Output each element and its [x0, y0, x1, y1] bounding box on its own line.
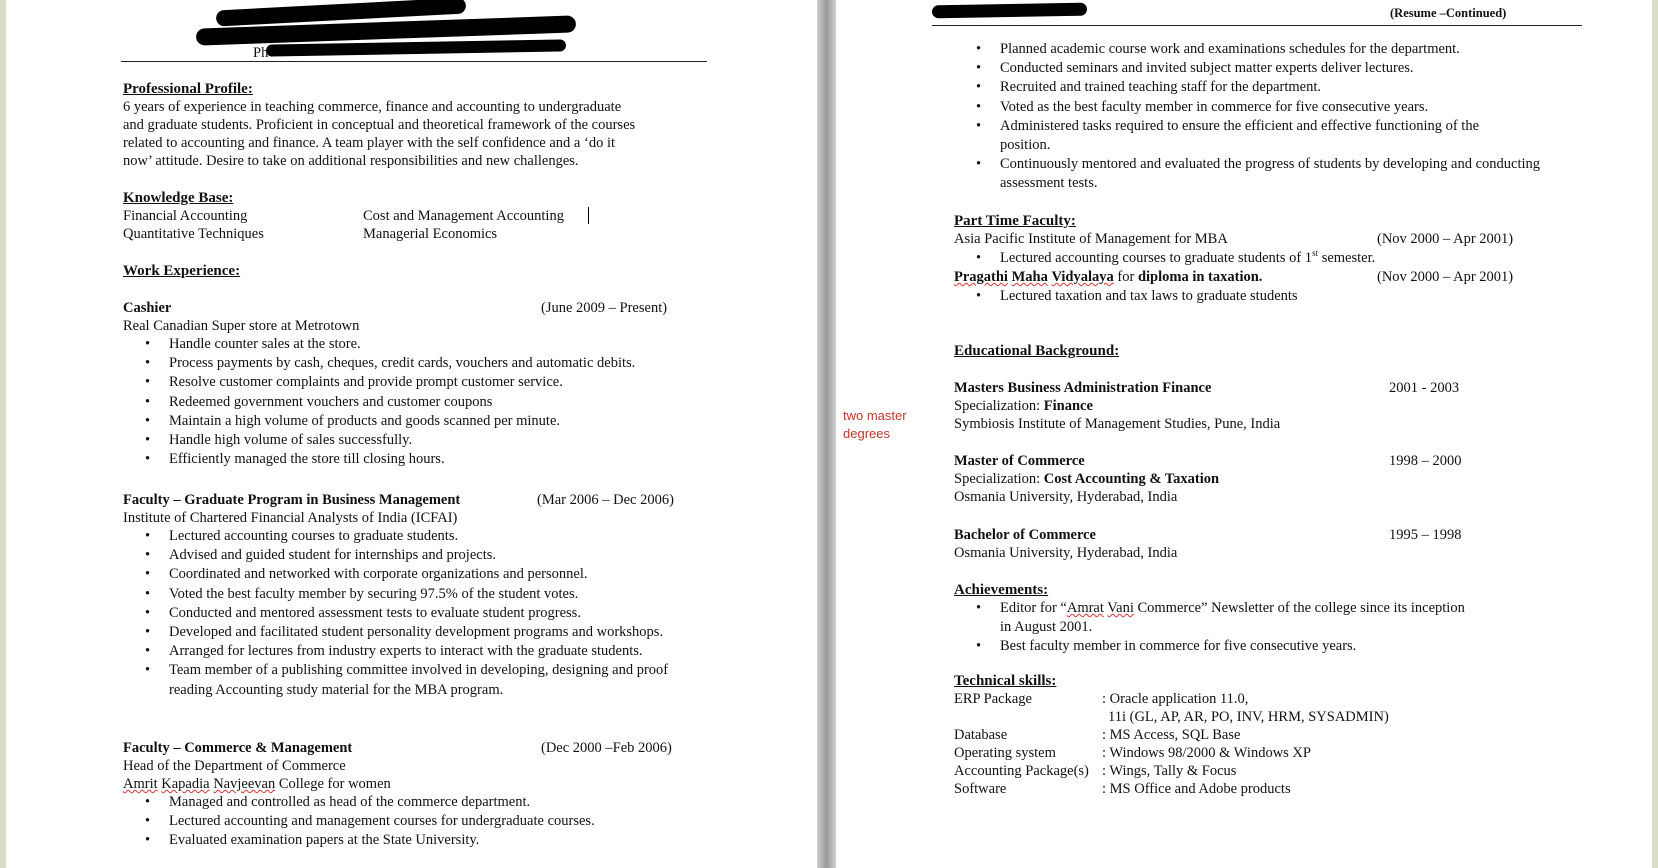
job-org: Institute of Chartered Financial Analysts of India (ICFAI) [123, 510, 458, 526]
degree-years: 2001 - 2003 [1389, 380, 1460, 396]
skill-value: : MS Access, SQL Base [1102, 727, 1241, 743]
job-org: Head of the Department of Commerce [123, 758, 346, 774]
list-item: • Redeemed government vouchers and customer coupons [123, 393, 703, 412]
skill-label: ERP Package [954, 691, 1032, 707]
knowledge-heading: Knowledge Base: [123, 190, 234, 206]
degree-specialization: Specialization: Cost Accounting & Taxation [954, 471, 1220, 487]
list-item: • Voted as the best faculty member in commerce for five consecutive years. [954, 98, 1554, 117]
job-dates: (Dec 2000 –Feb 2006) [541, 740, 672, 756]
degree-specialization: Specialization: Finance [954, 398, 1093, 414]
list-item: • Evaluated examination papers at the State University. [123, 831, 703, 850]
list-item: • Team member of a publishing committee involved in developing, designing and proof reading Accounting study material for the MBA program. [123, 661, 689, 699]
list-item: • Lectured accounting courses to graduate students of 1st semester. [954, 249, 1554, 268]
org-word: Amrit [123, 776, 158, 792]
part-time-job-dates: (Nov 2000 – Apr 2001) [1377, 269, 1514, 285]
org-word: Navjeevan [213, 776, 276, 792]
list-item: • Coordinated and networked with corporate organizations and personnel. [123, 565, 703, 584]
list-item: • Handle high volume of sales successfully. [123, 431, 703, 450]
list-item: • Arranged for lectures from industry experts to interact with the graduate students. [123, 642, 703, 661]
degree-school: Osmania University, Hyderabad, India [954, 545, 1178, 561]
education-heading: Educational Background: [954, 343, 1120, 359]
list-item: • Advised and guided student for internships and projects. [123, 546, 703, 565]
knowledge-item: Managerial Economics [363, 226, 498, 242]
job-dates: (Mar 2006 – Dec 2006) [537, 492, 674, 508]
degree-name: Masters Business Administration Finance [954, 380, 1212, 396]
list-item: • Planned academic course work and examinations schedules for the department. [954, 40, 1554, 59]
job-title: Faculty – Graduate Program in Business Management [123, 492, 461, 508]
job-org-college [123, 775, 391, 793]
knowledge-item: Financial Accounting [123, 208, 248, 224]
header-rule [932, 25, 1582, 26]
list-item: • Maintain a high volume of products and goods scanned per minute. [123, 412, 703, 431]
degree-years: 1998 – 2000 [1389, 453, 1462, 469]
technical-heading: Technical skills: [954, 673, 1057, 689]
skill-value: : Wings, Tally & Focus [1102, 763, 1237, 779]
margin-annotation: two master degrees [843, 408, 907, 441]
continued-bullets [954, 40, 1554, 194]
header-phone-label: Ph [253, 45, 269, 61]
list-item: • Lectured accounting courses to graduate students. [123, 527, 703, 546]
job-title: Cashier [123, 300, 172, 316]
redacted-contact [266, 39, 566, 56]
list-item: • Developed and facilitated student personality development programs and workshops. [123, 623, 669, 642]
part-time-job-title: Pragathi Maha Vidyalaya for diploma in taxation. [954, 269, 1263, 285]
skill-value: : MS Office and Adobe products [1102, 781, 1291, 797]
part-time-job-title: Asia Pacific Institute of Management for MBA [954, 231, 1228, 247]
list-item: • Handle counter sales at the store. [123, 335, 703, 354]
part-time-bullets [954, 287, 1554, 306]
redacted-name [932, 3, 1087, 19]
degree-years: 1995 – 1998 [1389, 527, 1462, 543]
degree-name: Master of Commerce [954, 453, 1085, 469]
job-org: Real Canadian Super store at Metrotown [123, 318, 360, 334]
knowledge-item: Quantitative Techniques [123, 226, 264, 242]
job-bullets [123, 793, 703, 851]
part-time-bullets [954, 249, 1554, 268]
job-dates: (June 2009 – Present) [541, 300, 668, 316]
list-item: • Lectured taxation and tax laws to graduate students [954, 287, 1554, 306]
skill-label: Accounting Package(s) [954, 763, 1089, 779]
list-item: • Conducted and mentored assessment tests to evaluate student progress. [123, 604, 703, 623]
profile-line: and graduate students. Proficient in conceptual and theoretical framework of the courses [123, 117, 636, 133]
skill-label: Database [954, 727, 1008, 743]
list-item: • Lectured accounting and management courses for undergraduate courses. [123, 812, 703, 831]
part-time-heading: Part Time Faculty: [954, 213, 1076, 229]
list-item: • Continuously mentored and evaluated the progress of students by developing and conducting assessment tests. [954, 155, 1540, 193]
list-item: • Recruited and trained teaching staff for the department. [954, 78, 1554, 97]
profile-line: 6 years of experience in teaching commerce, finance and accounting to undergraduate [123, 99, 622, 115]
list-item: • Best faculty member in commerce for five consecutive years. [954, 637, 1574, 656]
degree-name: Bachelor of Commerce [954, 527, 1096, 543]
achievements-list [954, 599, 1574, 657]
text-cursor [588, 207, 589, 224]
list-item: • Voted the best faculty member by securing 97.5% of the student votes. [123, 585, 703, 604]
job-bullets [123, 335, 703, 469]
list-item: • Editor for “Amrat Vani Commerce” Newsletter of the college since its inception in August 2001. [954, 599, 1574, 637]
resume-page-1 [6, 0, 817, 868]
skill-value: 11i (GL, AP, AR, PO, INV, HRM, SYSADMIN) [1108, 709, 1389, 725]
profile-line: now’ attitude. Desire to take on additional responsibilities and new challenges. [123, 153, 579, 169]
knowledge-item: Cost and Management Accounting [363, 208, 564, 224]
page-gutter [817, 0, 836, 868]
skill-label: Software [954, 781, 1007, 797]
list-item: • Process payments by cash, cheques, credit cards, vouchers and automatic debits. [123, 354, 703, 373]
org-word: College for women [278, 776, 391, 792]
list-item: • Administered tasks required to ensure the efficient and effective functioning of the position. [954, 117, 1530, 155]
org-word: Kapadia [161, 776, 210, 792]
job-title: Faculty – Commerce & Management [123, 740, 353, 756]
skill-label: Operating system [954, 745, 1056, 761]
profile-line: related to accounting and finance. A team player with the self confidence and a ‘do it [123, 135, 616, 151]
degree-school: Osmania University, Hyderabad, India [954, 489, 1178, 505]
part-time-job-dates: (Nov 2000 – Apr 2001) [1377, 231, 1514, 247]
list-item: • Conducted seminars and invited subject matter experts deliver lectures. [954, 59, 1554, 78]
degree-school: Symbiosis Institute of Management Studies, Pune, India [954, 416, 1281, 432]
job-bullets [123, 527, 703, 700]
resume-page-2 [836, 0, 1652, 868]
skill-value: : Oracle application 11.0, [1102, 691, 1249, 707]
list-item: • Efficiently managed the store till closing hours. [123, 450, 703, 469]
header-rule [121, 61, 707, 62]
work-heading: Work Experience: [123, 263, 241, 279]
list-item: • Managed and controlled as head of the commerce department. [123, 793, 703, 812]
continued-label: (Resume –Continued) [1390, 6, 1507, 20]
list-item: • Resolve customer complaints and provide prompt customer service. [123, 373, 703, 392]
skill-value: : Windows 98/2000 & Windows XP [1102, 745, 1311, 761]
profile-heading: Professional Profile: [123, 81, 253, 97]
achievements-heading: Achievements: [954, 582, 1049, 598]
